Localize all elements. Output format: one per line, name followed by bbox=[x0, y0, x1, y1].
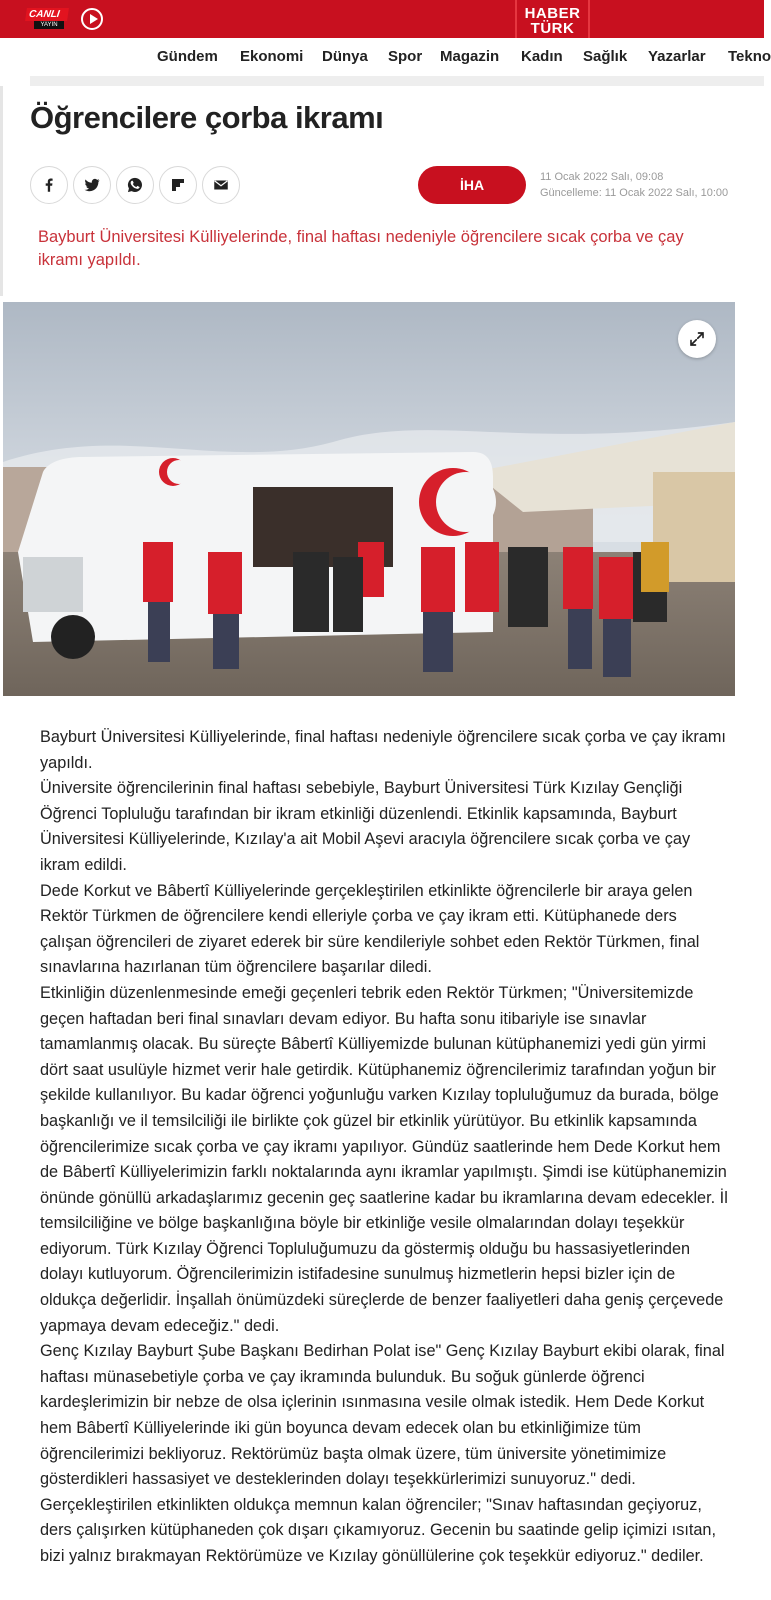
article-body bbox=[40, 725, 732, 1570]
nav-item-yazarlar[interactable]: Yazarlar bbox=[648, 48, 706, 65]
news-photo-illustration bbox=[3, 302, 735, 696]
divider bbox=[0, 86, 3, 296]
article-paragraph: Genç Kızılay Bayburt Şube Başkanı Bedirhan Polat ise" Genç Kızılay Bayburt ekibi olarak, final haftası münasebetiyle çorba ve çay ikramında bulunduk. Bu soğuk günlerde öğrenci kardeşlerimizin bir nebze de olsa içlerinin ısınmasına vesile olmak istedik. Hem Dede Korkut hem Bâbertî Külliyelerinde iki gün boyunca devam edecek olan bu etkinliğimize tüm öğrencilerimizi bekliyoruz. Rektörümüz başta olmak üzere, tüm üniversite yönetimimize gösterdikleri hassasiyet ve desteklerinden dolayı teşekkürlerimizi sunuyoruz." dedi. bbox=[40, 1342, 725, 1489]
share-email-button[interactable] bbox=[202, 166, 240, 204]
live-label: CANLI bbox=[25, 8, 69, 21]
published-date: 11 Ocak 2022 Salı, 09:08 bbox=[540, 171, 664, 183]
source-badge[interactable]: İHA bbox=[418, 166, 526, 204]
live-sub-label: YAYIN bbox=[34, 21, 64, 29]
article-paragraph: Dede Korkut ve Bâbertî Külliyelerinde gerçekleştirilen etkinlikte öğrencilerle bir araya gelen Rektör Türkmen de öğrencilere kendi elleriyle çorba ve çay ikram etti. Kütüphanede ders çalışan öğrencileri de ziyaret ederek bir süre kendileriyle sohbet eden Rektör Türkmen, final sınavlarına hazırlanan tüm öğrencilere başarılar diledi. bbox=[40, 881, 700, 977]
play-icon[interactable] bbox=[81, 8, 103, 30]
share-flipboard-button[interactable] bbox=[159, 166, 197, 204]
share-facebook-button[interactable] bbox=[30, 166, 68, 204]
article-paragraph: Bayburt Üniversitesi Külliyelerinde, final haftası nedeniyle öğrencilere sıcak çorba ve çay ikramı yapıldı. bbox=[40, 728, 726, 772]
nav-item-tekno[interactable]: Tekno bbox=[728, 48, 771, 65]
updated-date: Güncelleme: 11 Ocak 2022 Salı, 10:00 bbox=[540, 187, 729, 199]
main-nav bbox=[0, 38, 771, 76]
article-spot: Bayburt Üniversitesi Külliyelerinde, final haftası nedeniyle öğrencilere sıcak çorba ve çay ikramı yapıldı. bbox=[38, 228, 684, 269]
nav-item-ekonomi[interactable]: Ekonomi bbox=[240, 48, 304, 65]
expand-icon bbox=[688, 330, 706, 348]
facebook-icon bbox=[40, 176, 58, 194]
top-bar bbox=[0, 0, 764, 38]
article-paragraph: Üniversite öğrencilerinin final haftası sebebiyle, Bayburt Üniversitesi Türk Kızılay Gençliği Öğrenci Topluluğu tarafından bir ikram etkinliği düzenlendi. Etkinlik kapsamında, Bayburt Üniversitesi Külliyelerinde, Kızılay'a ait Mobil Aşevi aracıyla öğrencilere sıcak çorba ve çay ikram edildi. bbox=[40, 779, 691, 874]
share-whatsapp-button[interactable] bbox=[116, 166, 154, 204]
logo-line-1: HABER bbox=[524, 5, 581, 22]
article-paragraph: Gerçekleştirilen etkinlikten oldukça memnun kalan öğrenciler; "Sınav haftasından geçiyoruz, ders çalışırken kütüphaneden çok dışarı çıkamıyoruz. Gecenin bu saatinde gelip içimizi ısıtan, bizi yalnız bırakmayan Rektörümüze ve Kızılay gönüllülerine çok teşekkür ediyoruz." dediler. bbox=[40, 1495, 717, 1565]
twitter-icon bbox=[83, 176, 101, 194]
share-twitter-button[interactable] bbox=[73, 166, 111, 204]
nav-item-saglik[interactable]: Sağlık bbox=[583, 48, 628, 65]
email-icon bbox=[212, 176, 230, 194]
live-broadcast-badge[interactable] bbox=[26, 8, 68, 28]
article-title: Öğrencilere çorba ikramı bbox=[30, 100, 384, 135]
flipboard-icon bbox=[169, 176, 187, 194]
logo-line-2: TÜRK bbox=[530, 20, 575, 37]
nav-item-dunya[interactable]: Dünya bbox=[322, 48, 368, 65]
ad-placeholder-strip bbox=[30, 76, 764, 86]
nav-item-magazin[interactable]: Magazin bbox=[440, 48, 500, 65]
nav-item-spor[interactable]: Spor bbox=[388, 48, 423, 65]
nav-item-kadin[interactable]: Kadın bbox=[521, 48, 563, 65]
article-photo[interactable] bbox=[3, 302, 735, 696]
expand-image-button[interactable] bbox=[678, 320, 716, 358]
whatsapp-icon bbox=[126, 176, 144, 194]
nav-item-gundem[interactable]: Gündem bbox=[157, 48, 218, 65]
article-paragraph: Etkinliğin düzenlenmesinde emeği geçenleri tebrik eden Rektör Türkmen; "Üniversitemizde geçen haftadan beri final sınavları devam ediyor. Bu hafta sonu itibariyle ise sınavlar tamamlanmış olacak. Bu süreçte Bâbertî Külliyemizde bulunan kütüphanemizi yedi gün yirmi dört saat usulüyle hizmet verir hale getirdik. Kütüphanemiz öğrencilerimiz tarafından yoğun bir şekilde kullanılıyor. Bu kadar öğrenci yoğunluğu varken Kızılay topluluğumuz da burada, bölge başkanlığı ve il temsilciliği ile birlikte çok güzel bir etkinlik yürütüyor. Bu etkinlik kapsamında öğrencilerimize sıcak çorba ve çay ikramı yapılıyor. Gündüz saatlerinde hem Dede Korkut hem de Bâbertî Külliyelerimizin farklı noktalarında aynı ikramlar yapılmıştı. Şimdi ise kütüphanemizin önünde gönüllü arkadaşlarımız gecenin geç saatlerine kadar bu ikramlarına devam edecekler. İl temsilciliğine ve bölge başkanlığına böyle bir etkinliğe vesile olmalarından dolayı teşekkür ediyorum. Türk Kızılay Öğrenci Topluluğumuzu da göstermiş olduğu bu hassasiyetlerinden dolayı kutluyorum. Öğrencilerimizin istifadesine sunulmuş hizmetlerin hepsi bizler için de oldukça değerlidir. İnşallah önümüzdeki süreçlerde de benzer faaliyetleri daha geniş çerçevede yapmaya devam edeceğiz." dedi. bbox=[40, 983, 728, 1335]
